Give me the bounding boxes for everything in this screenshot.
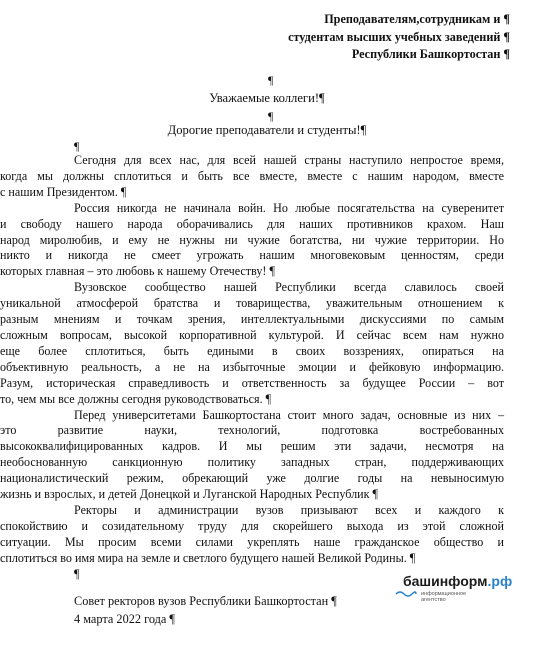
logo-name-suffix: .рф (487, 573, 513, 589)
text-line: Перед университетами Башкортостана стоит много задач, основные из них – (74, 407, 504, 422)
text-line: Разум, историческая справедливость и ответственность за будущее России – вот (0, 375, 504, 390)
bashinform-logo (395, 573, 513, 607)
paragraph-2 (0, 201, 504, 281)
paragraph-1 (0, 153, 504, 201)
paragraph-mark: ¶ (268, 73, 274, 87)
text-line: необоснованную санкционную политику западных стран, поддерживающих (0, 455, 504, 470)
text-line: спокойствию и созидательному труду для скорейшего выхода из этой сложной (0, 518, 504, 533)
paragraph-4 (0, 408, 504, 503)
text-line: то, чем мы все должны сегодня руководствоваться. ¶ (0, 391, 272, 406)
text-line: жизнь и взрослых, и детей Донецкой и Луганской Народных Республик ¶ (0, 487, 378, 502)
addressee-line: Преподавателям,сотрудникам и ¶ (324, 12, 510, 26)
greeting-teachers-students: Дорогие преподаватели и студенты!¶ (167, 123, 367, 137)
logo-subtitle: информационное агентство (421, 591, 467, 603)
text-line: которых главная – это любовь к нашему Отечеству! ¶ (0, 264, 275, 279)
text-line: уникальной атмосферой братства и товарищества, уважительным отношением к (0, 296, 504, 311)
text-line: Вузовское сообщество нашей Республики всегда славилось своей (74, 280, 504, 295)
text-line: с нашим Президентом. ¶ (0, 184, 127, 199)
text-line: Россия никогда не начинала войн. Но любые посягательства на суверенитет (74, 200, 504, 215)
text-line: и свободу нашего народа оборачивались для наших противников крахом. Наш (0, 216, 504, 231)
paragraph-mark: ¶ (74, 566, 80, 581)
text-line: это развитие науки, технологий, подготовка востребованных (0, 423, 504, 438)
date-line: 4 марта 2022 года ¶ (74, 612, 175, 626)
addressee-line: студентам высших учебных заведений ¶ (288, 29, 510, 44)
text-line: сплотиться во имя мира на земле и светлого будущего нашей Великой Родины. ¶ (0, 550, 416, 565)
text-line: Ректоры и администрации вузов призывают всех и каждого к (74, 502, 504, 517)
text-line: националистический режим, обрекающий уже долгие годы на невыносимую (0, 471, 504, 486)
signature: Совет ректоров вузов Республики Башкортостан ¶ (74, 594, 337, 608)
addressee-block (288, 11, 510, 64)
greeting-colleagues: Уважаемые коллеги!¶ (209, 91, 325, 105)
text-line: сложным вопросам, высокой корпоративной культурой. И сейчас всем нам нужно (0, 327, 504, 342)
paragraph-mark: ¶ (74, 139, 80, 153)
addressee-line: Республики Башкортостан ¶ (351, 47, 510, 61)
logo-wordmark (403, 573, 512, 589)
text-line: когда мы должны сплотиться и быть все вместе, вместе с нашим народом, вместе (0, 168, 504, 183)
letter-body (0, 153, 504, 582)
text-line: объективную реальность, а не на избыточные эмоции и фейковую информацию. (0, 359, 504, 374)
text-line: никто и никогда не смеет угрожать нашим многовековым ценностям, среди (0, 248, 504, 263)
paragraph-5 (0, 503, 504, 567)
text-line: высококвалифицированных кадров. И мы решим эти задачи, несмотря на (0, 439, 504, 454)
text-line: разным мнениям и точкам зрения, интеллектуальными дискуссиями по самым (0, 312, 504, 327)
paragraph-3 (0, 280, 504, 407)
paragraph-mark: ¶ (268, 109, 274, 123)
text-line: ситуации. Мы просим всеми силами укреплять наше гражданское общество и (0, 534, 504, 549)
logo-wave-icon (395, 589, 417, 599)
text-line: народ миролюбив, и ему не нужны ни чужие богатства, ни чужие территории. Но (0, 232, 504, 247)
text-line: еще более сплотиться, быть едиными в своих воззрениях, опираться на (0, 343, 504, 358)
logo-name-main: башинформ (403, 573, 488, 589)
text-line: Сегодня для всех нас, для всей нашей страны наступило непростое время, (74, 153, 504, 167)
